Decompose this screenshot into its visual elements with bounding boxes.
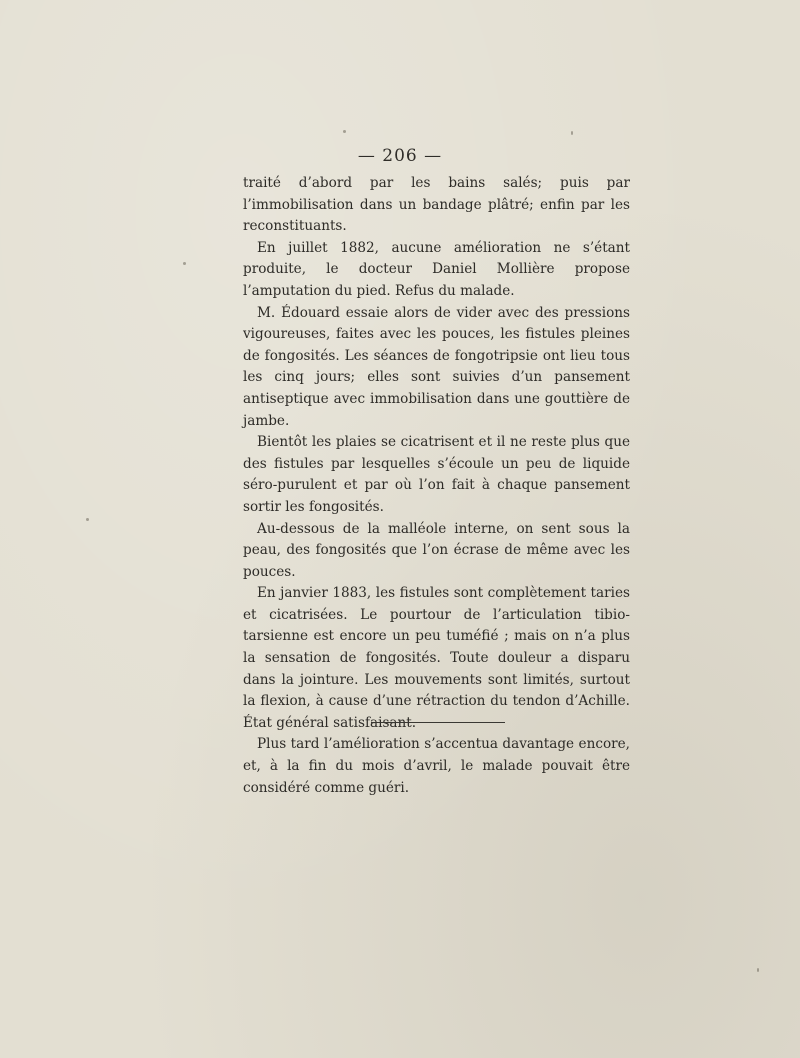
paper-speck (757, 968, 759, 972)
paragraph: M. Édouard essaie alors de vider avec des pressions vigoureuses, faites avec les pouces, les fistules pleines de fongosités. Les séances de fongotripsie ont lieu tous les cinq jours; elles sont suivies d’un pansement antiseptique avec immobilisation dans une gouttière de jambe. (243, 304, 630, 429)
end-rule (371, 722, 505, 723)
paper-speck (86, 518, 89, 521)
paragraph: En janvier 1883, les fistules sont complètement taries et cicatrisées. Le pourtour de l’articulation tibio-tarsienne est encore un peu tuméfié ; mais on n’a plus la sensation de fongosités. Toute douleur a disparu dans la jointure. Les mouvements sont limités, surtout la flexion, à cause d’une rétraction du tendon d’Achille. État général satisfaisant. (243, 585, 630, 731)
body-text (243, 173, 630, 799)
paragraph: traité d’abord par les bains salés; puis par l’immobilisation dans un bandage plâtré; enfin par les reconstituants. (243, 175, 630, 235)
paper-speck (343, 130, 346, 133)
page-number: — 206 — (357, 146, 443, 166)
paragraph: Plus tard l’amélioration s’accentua davantage encore, et, à la fin du mois d’avril, le malade pouvait être considéré comme guéri. (243, 736, 630, 796)
paper-speck (183, 262, 186, 265)
paragraph: En juillet 1882, aucune amélioration ne s’étant produite, le docteur Daniel Mollière propose l’amputation du pied. Refus du malade. (243, 239, 630, 299)
paper-speck (571, 131, 573, 135)
paragraph: Au-dessous de la malléole interne, on sent sous la peau, des fongosités que l’on écrase de même avec les pouces. (243, 520, 630, 580)
paragraph: Bientôt les plaies se cicatrisent et il ne reste plus que des fistules par lesquelles s’écoule un peu de liquide séro-purulent et par où l’on fait à chaque pansement sortir les fongosités. (243, 434, 630, 515)
